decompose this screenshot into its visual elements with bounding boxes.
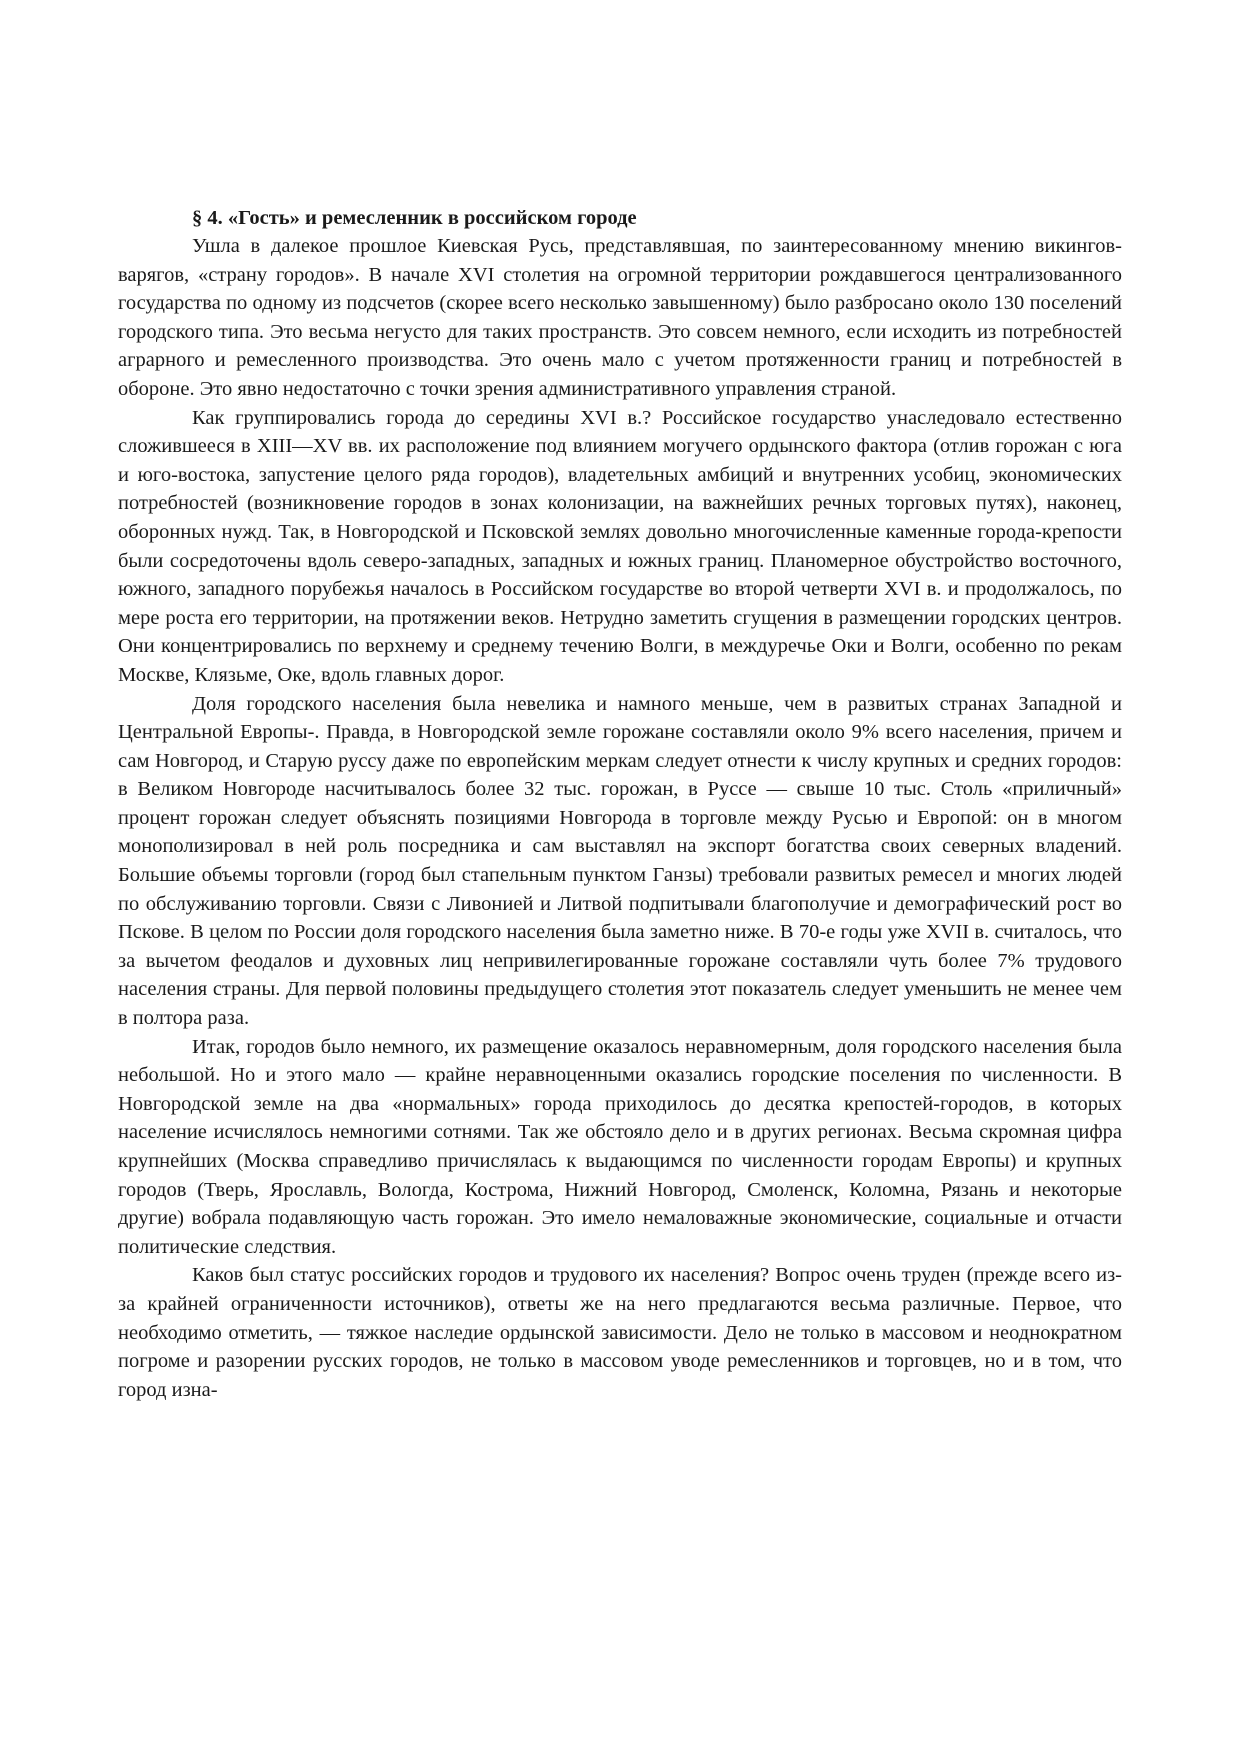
paragraph-5: Каков был статус российских городов и трудового их населения? Вопрос очень труден (прежде всего из-за крайней ограниченности источников), ответы же на него предлагаются весьма различные. Первое, что необходимо отметить, — тяжкое наследие ордынской зависимости. Дело не только в массовом и неоднократном погроме и разорении русских городов, не только в массовом уводе ремесленников и торговцев, но и в том, что город изна- xyxy=(118,1264,1122,1401)
paragraph-3: Доля городского населения была невелика и намного меньше, чем в развитых странах Западной и Центральной Европы-. Правда, в Новгородской земле горожане составляли около 9% всего населения, причем и сам Новгород, и Старую руссу даже по европейским меркам следует отнести к числу крупных и средних городов: в Великом Новгороде насчитывалось более 32 тыс. горожан, в Руссе — свыше 10 тыс. Столь «приличный» процент горожан следует объяснять позициями Новгорода в торговле между Русью и Европой: он в многом монополизировал в ней роль посредника и сам выставлял на экспорт богатства своих северных владений. Большие объемы торговли (город был стапельным пунктом Ганзы) требовали развитых ремесел и многих людей по обслуживанию торговли. Связи с Ливонией и Литвой подпитывали благополучие и демографический рост во Пскове. В целом по России доля городского населения была заметно ниже. В 70-е годы уже XVII в. считалось, что за вычетом феодалов и духовных лиц непривилегированные горожане составляли чуть более 7% трудового населения страны. Для первой половины предыдущего столетия этот показатель следует уменьшить не менее чем в полтора раза. xyxy=(118,692,1122,1030)
paragraph-2: Как группировались города до середины XVI в.? Российское государство унаследовало естественно сложившееся в XIII—XV вв. их расположение под влиянием могучего ордынского фактора (отлив горожан с юга и юго-востока, запустение целого ряда городов), владетельных амбиций и внутренних усобиц, экономических потребностей (возникновение городов в зонах колонизации, на важнейших речных торговых путях), наконец, оборонных нужд. Так, в Новгородской и Псковской землях довольно многочисленные каменные города-крепости были сосредоточены вдоль северо-западных, западных и южных границ. Планомерное обустройство восточного, южного, западного порубежья началось в Российском государстве во второй четверти XVI в. и продолжалось, по мере роста его территории, на протяжении веков. Нетрудно заметить сгущения в размещении городских центров. Они концентрировались по верхнему и среднему течению Волги, в междуречье Оки и Волги, особенно по рекам Москве, Клязьме, Оке, вдоль главных дорог. xyxy=(118,406,1122,686)
section-heading: § 4. «Гость» и ремесленник в российском городе xyxy=(192,207,637,229)
document-page xyxy=(118,204,1122,1404)
paragraph-4: Итак, городов было немного, их размещение оказалось неравномерным, доля городского населения была небольшой. Но и этого мало — крайне неравноценными оказались городские поселения по численности. В Новгородской земле на два «нормальных» города приходилось до десятка крепостей-городов, в которых население исчислялось немногими сотнями. Так же обстояло дело и в других регионах. Весьма скромная цифра крупнейших (Москва справедливо причислялась к выдающимся по численности городам Европы) и крупных городов (Тверь, Ярославль, Вологда, Кострома, Нижний Новгород, Смоленск, Коломна, Рязань и некоторые другие) вобрала подавляющую часть горожан. Это имело немаловажные экономические, социальные и отчасти политические следствия. xyxy=(118,1035,1122,1258)
paragraph-1: Ушла в далекое прошлое Киевская Русь, представлявшая, по заинтересованному мнению викингов-варягов, «страну городов». В начале XVI столетия на огромной территории рождавшегося централизованного государства по одному из подсчетов (скорее всего несколько завышенному) было разбросано около 130 поселений городского типа. Это весьма негусто для таких пространств. Это совсем немного, если исходить из потребностей аграрного и ремесленного производства. Это очень мало с учетом протяженности границ и потребностей в обороне. Это явно недостаточно с точки зрения административного управления страной. xyxy=(118,235,1122,400)
